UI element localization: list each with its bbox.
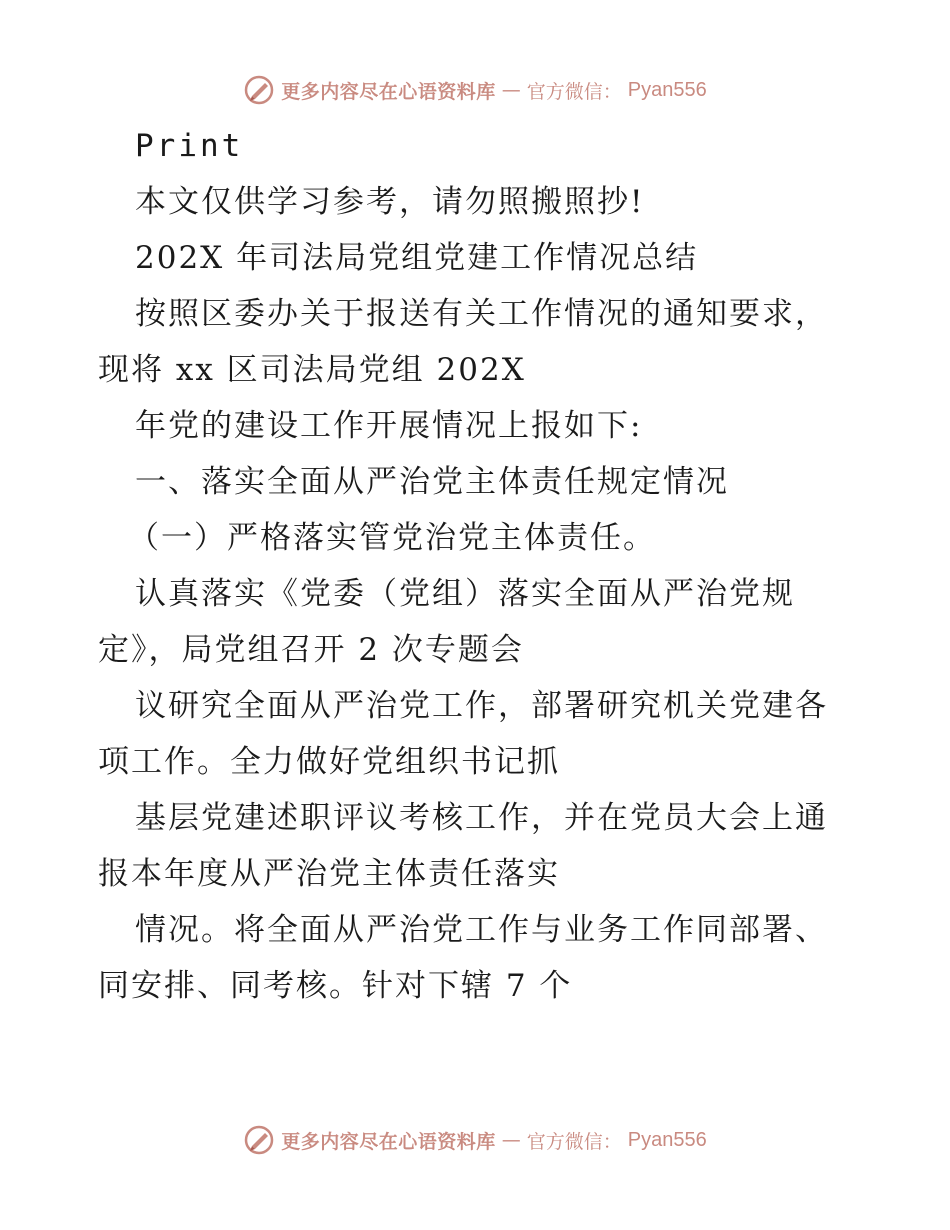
doc-subsection-heading: （一）严格落实管党治党主体责任。 xyxy=(128,520,656,556)
doc-paragraph-line: 情况。将全面从严治党工作与业务工作同部署、 xyxy=(135,912,828,948)
logo-icon xyxy=(243,74,275,106)
doc-paragraph-line: 同安排、同考核。针对下辖 7 个 xyxy=(98,968,573,1004)
watermark-separator: — xyxy=(501,1129,521,1151)
doc-paragraph-line: 定》，局党组召开 2 次专题会 xyxy=(98,632,524,668)
doc-paragraph-line: 议研究全面从严治党工作，部署研究机关党建各 xyxy=(135,688,828,724)
document-body xyxy=(98,118,878,1014)
doc-paragraph-line: 现将 xx 区司法局党组 202X xyxy=(98,352,526,388)
watermark-separator: — xyxy=(501,79,521,101)
watermark-contact-label: 官方微信： xyxy=(526,1130,622,1153)
footer-watermark xyxy=(0,1120,950,1160)
doc-paragraph-line: 报本年度从严治党主体责任落实 xyxy=(98,856,560,892)
doc-paragraph-line: 年党的建设工作开展情况上报如下: xyxy=(135,408,643,444)
watermark-contact-id: Pyan556 xyxy=(627,1128,707,1151)
doc-paragraph-line: 基层党建述职评议考核工作，并在党员大会上通 xyxy=(135,800,828,836)
watermark-contact-id: Pyan556 xyxy=(627,78,707,101)
doc-paragraph-line: 按照区委办关于报送有关工作情况的通知要求， xyxy=(135,296,828,332)
watermark-contact-label: 官方微信： xyxy=(526,80,622,103)
watermark-text: 更多内容尽在心语资料库 xyxy=(281,80,496,103)
header-watermark xyxy=(0,70,950,110)
watermark-text: 更多内容尽在心语资料库 xyxy=(281,1130,496,1153)
doc-paragraph-line: 认真落实《党委（党组）落实全面从严治党规 xyxy=(135,576,795,612)
doc-line-disclaimer: 本文仅供学习参考，请勿照搬照抄! xyxy=(135,184,645,220)
doc-paragraph-line: 项工作。全力做好党组织书记抓 xyxy=(98,744,560,780)
doc-title: 202X 年司法局党组党建工作情况总结 xyxy=(135,240,699,276)
logo-icon xyxy=(243,1124,275,1156)
doc-section-heading: 一、落实全面从严治党主体责任规定情况 xyxy=(135,464,729,500)
doc-line-print: Print xyxy=(135,128,244,164)
